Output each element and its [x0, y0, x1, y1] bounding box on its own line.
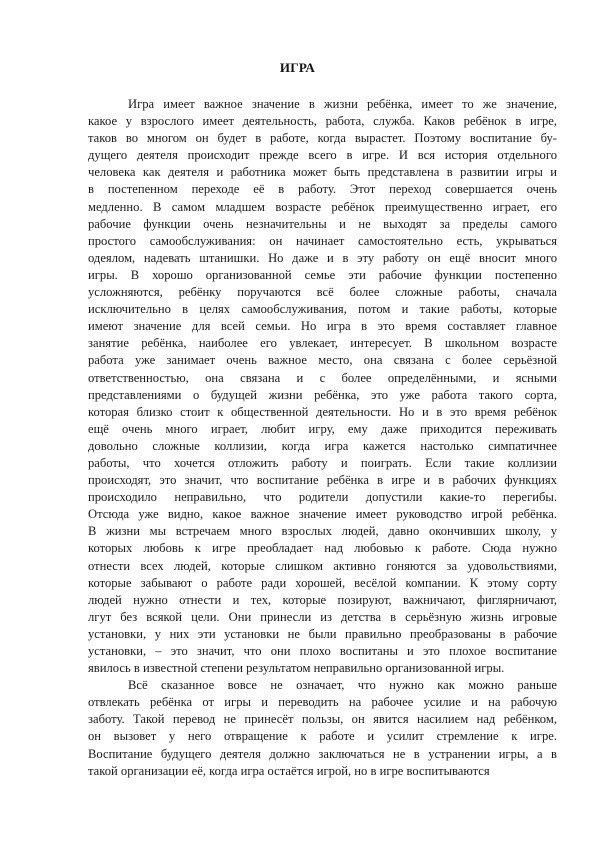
paragraph	[88, 677, 557, 780]
text-line: исключительно в целях самообслуживания, потом и такие работы, которые	[88, 302, 557, 317]
text-line: занятие ребёнка, наиболее его увлекает, интересует. В школьном возрасте	[88, 336, 557, 351]
text-line: лгут без всякой цели. Они принесли из детства в серьёзную жизнь игровые	[88, 609, 557, 624]
text-line: В жизни мы встречаем много взрослых людей, давно окончивших школу, у	[88, 524, 557, 539]
text-line: усложняются, ребёнку поручаются всё более сложные работы, сначала	[88, 285, 557, 300]
text-line: представлениями о будущей жизни ребёнка, это уже работа такого сорта,	[88, 387, 557, 402]
text-line: дущего деятеля происходит прежде всего в игре. И вся история отдельного	[88, 148, 557, 163]
text-line: явилось в известной степени результатом неправильно организованной игры.	[88, 661, 505, 676]
text-line: игры. В хорошо организованной семье эти рабочие функции постепенно	[88, 267, 557, 282]
text-line: работа уже занимает очень важное место, она связана с более серьёзной	[88, 353, 557, 368]
text-line: которых любовь к игре преобладает над любовью к работе. Сюда нужно	[88, 541, 557, 556]
page-title: ИГРА	[279, 60, 316, 75]
body-text	[88, 96, 557, 780]
text-line: медленно. В самом младшем возрасте ребёнок преимущественно играет, его	[88, 199, 557, 214]
text-line: Отсюда уже видно, какое важное значение имеет руководство игрой ребёнка.	[88, 507, 557, 522]
text-line: которые забывают о работе ради хорошей, весёлой компании. К этому сорту	[88, 575, 557, 590]
text-line: таков во многом он будет в работе, когда вырастет. Поэтому воспитание бу-	[88, 131, 557, 146]
text-line: довольно сложные коллизии, когда игра кажется настолько симпатичнее	[88, 438, 557, 453]
text-line: работы, что хочется отложить работу и поиграть. Если такие коллизии	[88, 455, 557, 470]
text-line: он вызовет у него отвращение к работе и усилит стремление к игре.	[88, 729, 557, 744]
text-line: одеялом, надевать штанишки. Но даже и в эту работу он ещё вносит много	[88, 250, 557, 265]
text-line: которая близко стоит к общественной деятельности. Но и в это время ребёнок	[88, 404, 557, 419]
text-line: людей нужно отнести и тех, которые позируют, важничают, фиглярничают,	[88, 592, 557, 607]
text-line: происходило неправильно, что родители допустили какие-то перегибы.	[88, 490, 557, 505]
text-line: ещё очень много играет, любит игру, ему даже приходится переживать	[88, 421, 557, 436]
text-line: установки, у них эти установки не были правильно преобразованы в рабочие	[88, 626, 557, 641]
paragraph	[88, 96, 557, 677]
text-line: Воспитание будущего деятеля должно заключаться не в устранении игры, а в	[88, 746, 557, 761]
text-line: такой организации её, когда игра остаётся игрой, но в игре воспитываются	[88, 763, 490, 778]
text-line: установки, – это значит, что они плохо воспитаны и это плохое воспитание	[88, 644, 557, 658]
text-line: заботу. Такой перевод не принесёт пользы, он явится насилием над ребёнком,	[88, 712, 557, 727]
text-line: какое у взрослого имеет деятельность, работа, служба. Каков ребёнок в игре,	[88, 114, 557, 129]
text-line: ответственностью, она связана и с более определёнными, и ясными	[88, 370, 557, 385]
text-line: происходят, это значит, что воспитание ребёнка в игре и в рабочих функциях	[88, 473, 557, 488]
text-line: человека как деятеля и работника может быть представлена в развитии игры и	[88, 165, 557, 180]
text-line: отнести всех людей, которые слишком активно гоняются за удовольствиями,	[88, 558, 557, 573]
text-line: Всё сказанное вовсе не означает, что нужно как можно раньше	[128, 678, 557, 693]
text-line: имеют значение для всей семьи. Но игра в это время составляет главное	[88, 319, 557, 334]
text-line: в постепенном переходе её в работу. Этот переход совершается очень	[88, 182, 557, 197]
text-line: отвлекать ребёнка от игры и переводить на рабочее усилие и на рабочую	[88, 695, 557, 710]
text-line: рабочие функции очень незначительны и не выходят за пределы самого	[88, 216, 557, 231]
text-line: простого самообслуживания: он начинает самостоятельно есть, укрываться	[88, 233, 557, 248]
text-line: Игра имеет важное значение в жизни ребёнка, имеет то же значение,	[128, 97, 557, 111]
